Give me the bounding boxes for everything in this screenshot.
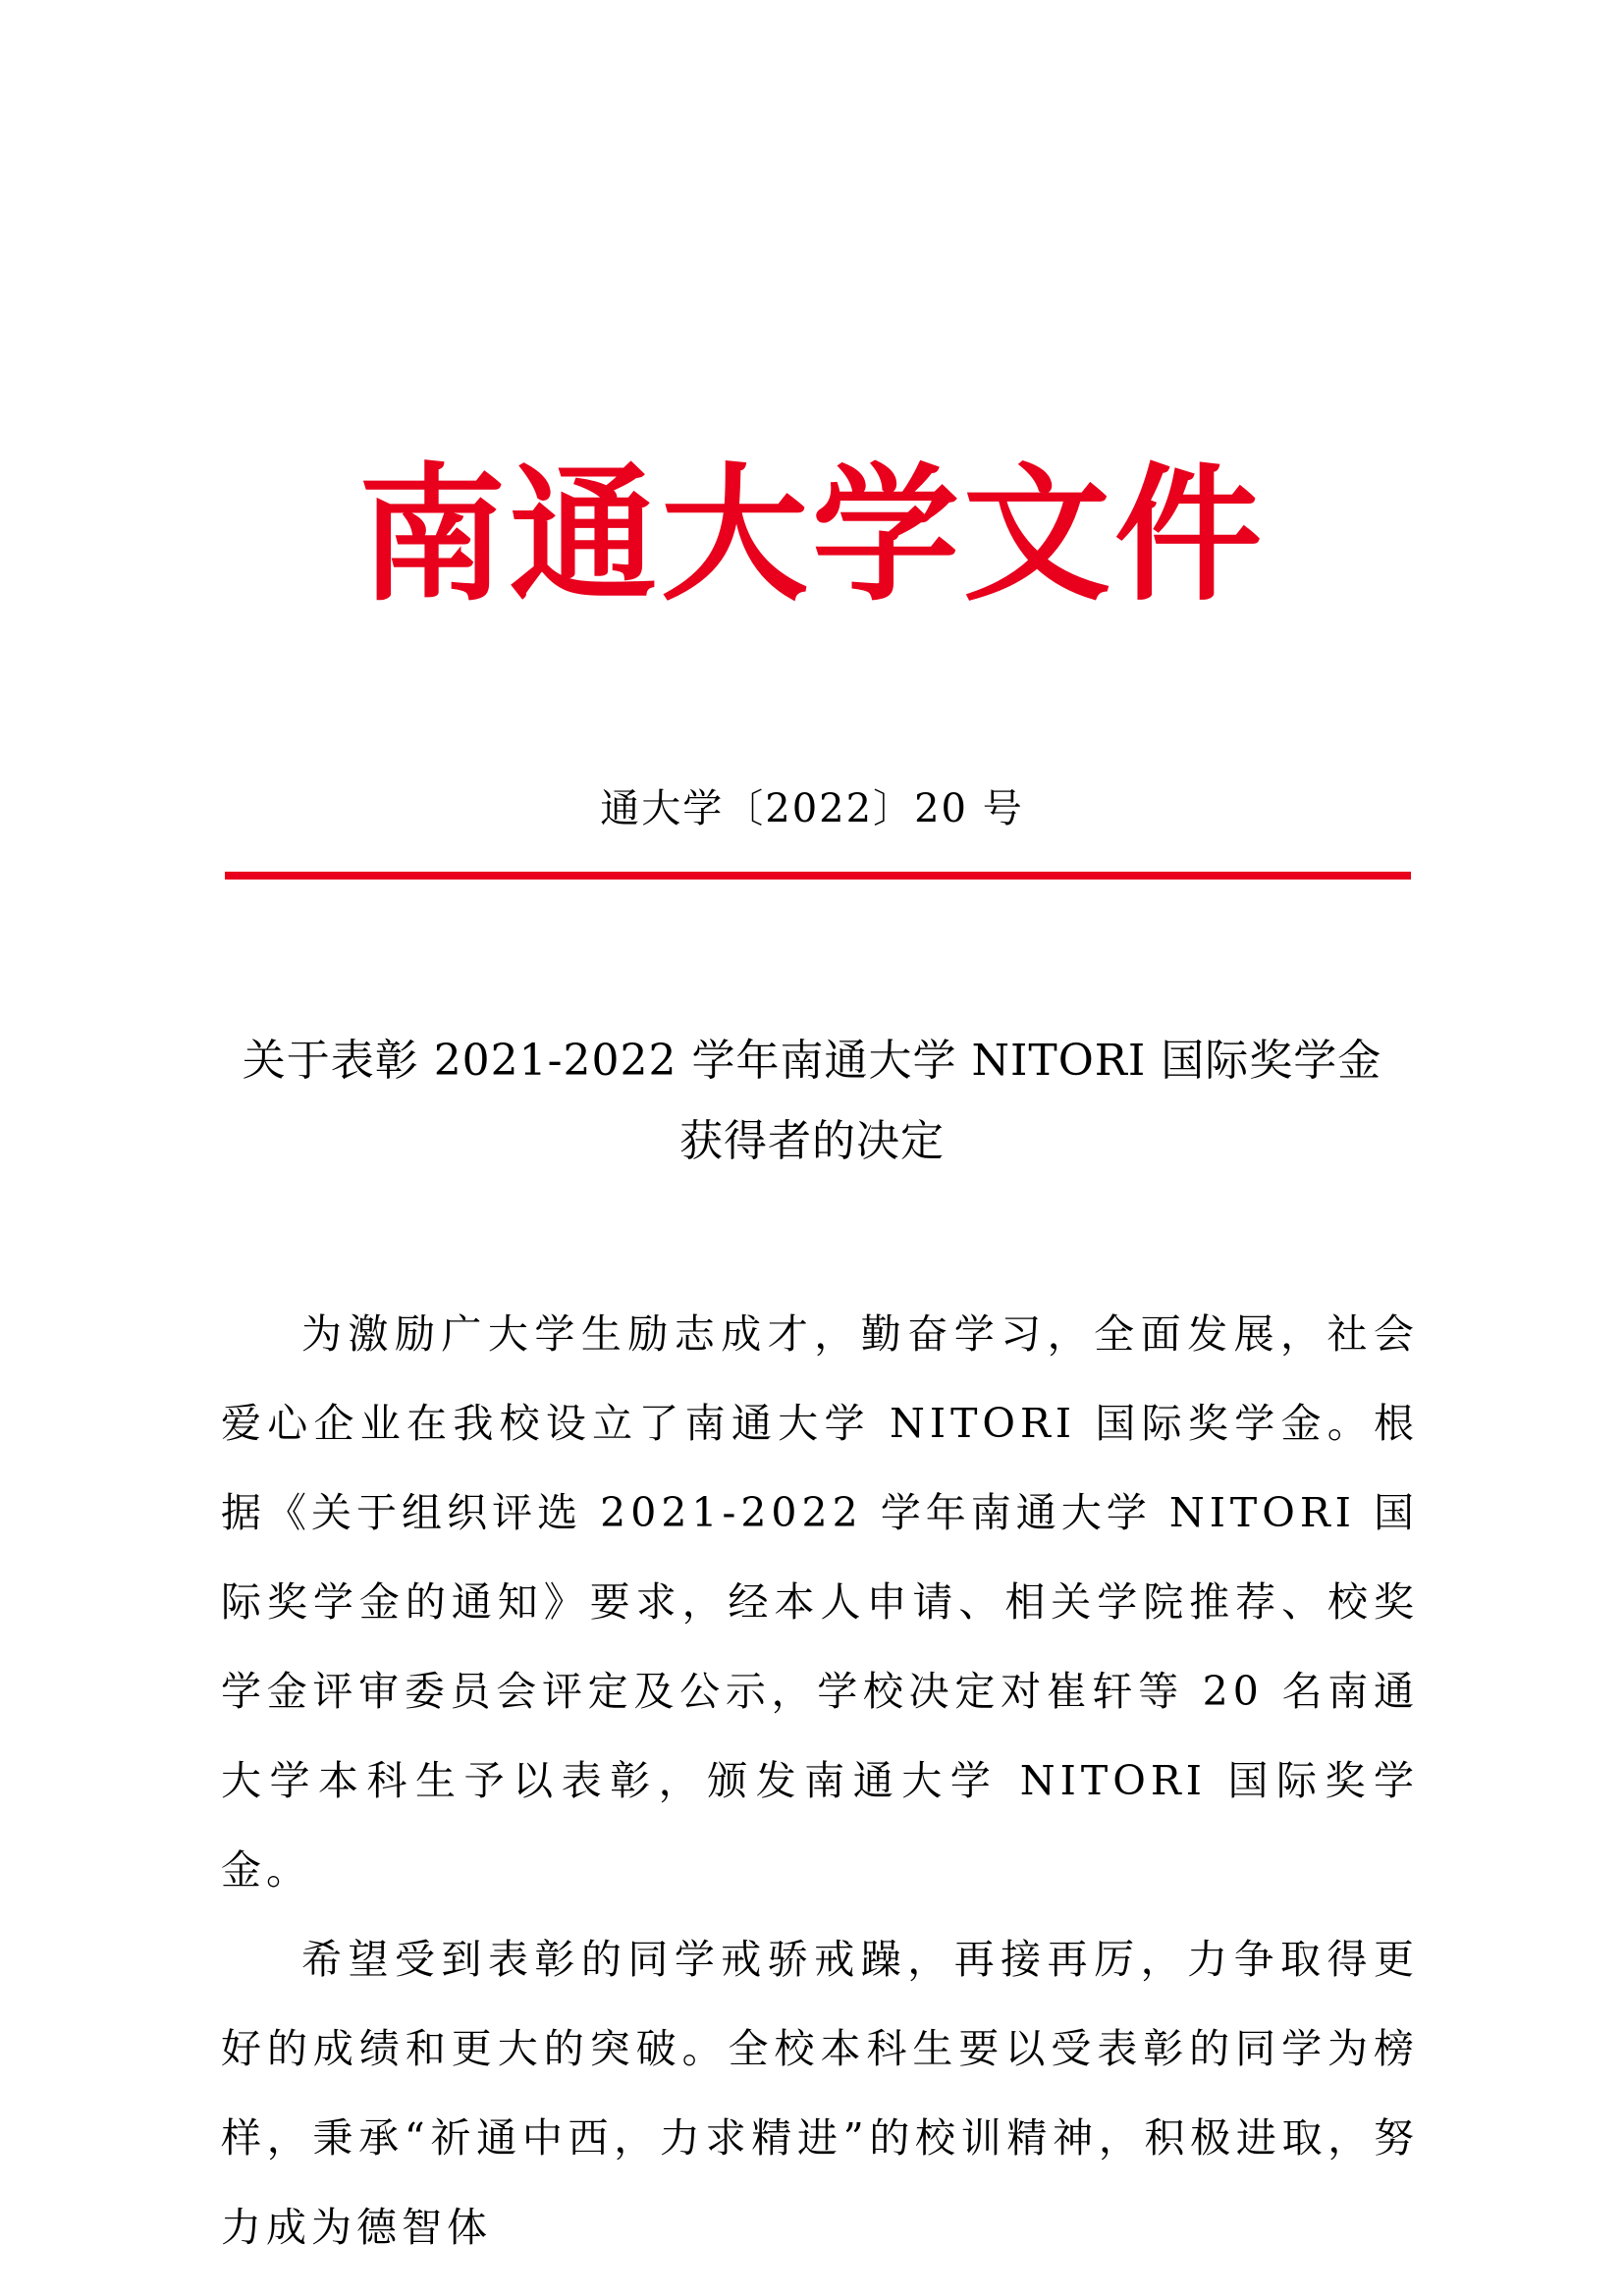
document-number: 通大学〔2022〕20 号 [600, 786, 1024, 831]
red-divider-line [225, 872, 1411, 880]
body-paragraph: 希望受到表彰的同学戒骄戒躁，再接再厉，力争取得更好的成绩和更大的突破。全校本科生要以受表彰的同学为榜样，秉承“祈通中西，力求精进”的校训精神，积极进取，努力成为德智体 [221, 1936, 1419, 2251]
document-title-line-2: 获得者的决定 [679, 1116, 945, 1166]
document-title-line-1: 关于表彰 2021-2022 学年南通大学 NITORI 国际奖学金 [242, 1036, 1382, 1086]
document-title [0, 1021, 1624, 1182]
body-paragraph: 为激励广大学生励志成才，勤奋学习，全面发展，社会爱心企业在我校设立了南通大学 NITORI 国际奖学金。根据《关于组织评选 2021-2022 学年南通大学 NITORI 国际奖学金的通知》要求，经本人申请、相关学院推荐、校奖学金评审委员会评定及公示，学校决定对崔轩等 20 名南通大学本科生予以表彰，颁发南通大学 NITORI 国际奖学金。 [221, 1310, 1419, 1894]
body-text [221, 1290, 1419, 2272]
masthead-title: 南通大学文件 [357, 449, 1266, 621]
